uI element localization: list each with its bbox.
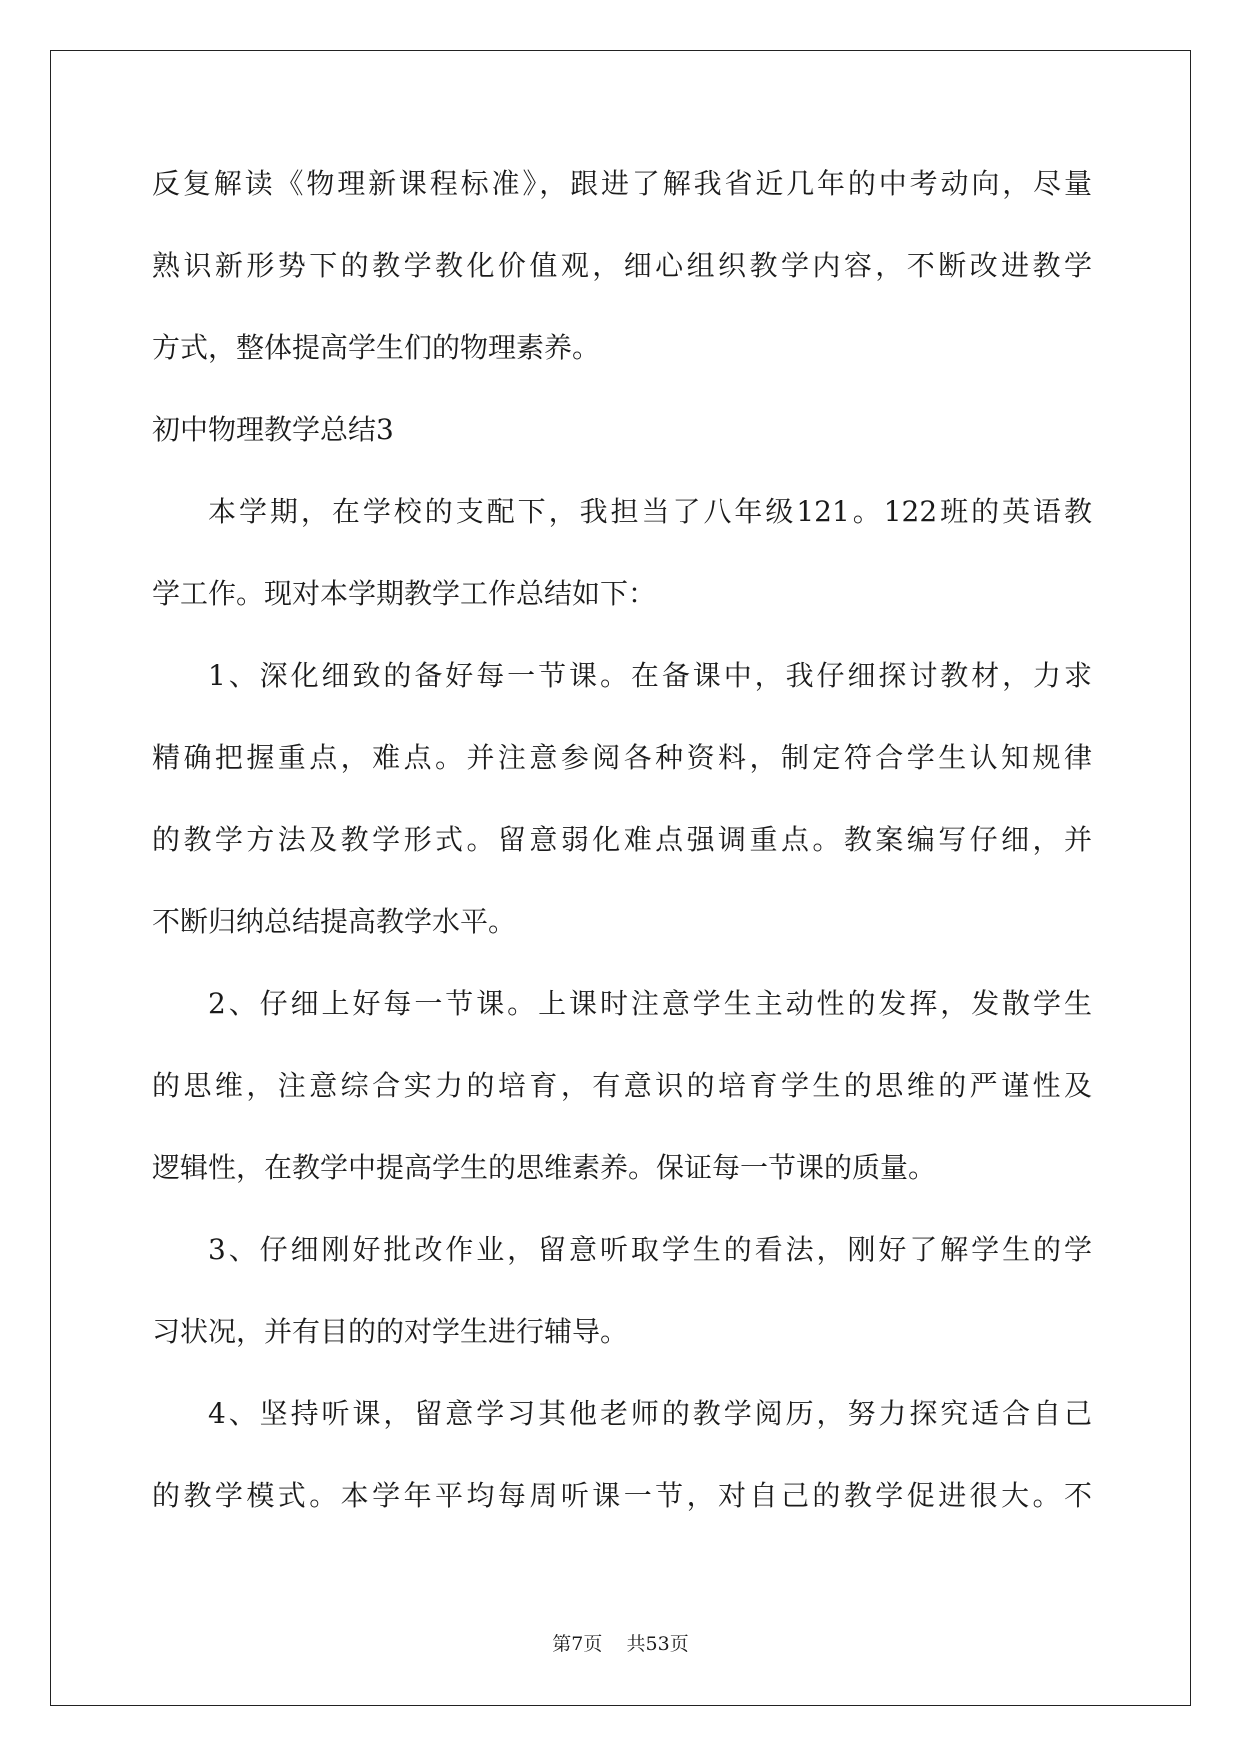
body-line: 的思维，注意综合实力的培育，有意识的培育学生的思维的严谨性及 xyxy=(152,1069,1092,1102)
body-line: 方式，整体提高学生们的物理素养。 xyxy=(152,331,601,364)
body-line: 的教学方法及教学形式。留意弱化难点强调重点。教案编写仔细，并 xyxy=(152,823,1092,856)
body-line: 的教学模式。本学年平均每周听课一节，对自己的教学促进很大。不 xyxy=(152,1479,1092,1512)
body-line: 学工作。现对本学期教学工作总结如下： xyxy=(152,577,657,610)
body-line: 反复解读《物理新课程标准》，跟进了解我省近几年的中考动向，尽量 xyxy=(152,167,1092,200)
body-line: 逻辑性，在教学中提高学生的思维素养。保证每一节课的质量。 xyxy=(152,1151,937,1184)
page-number: 第7页 xyxy=(552,1633,603,1655)
document-body xyxy=(152,165,1092,1559)
body-line: 熟识新形势下的教学教化价值观，细心组织教学内容，不断改进教学 xyxy=(152,249,1092,282)
body-line: 3、仔细刚好批改作业，留意听取学生的看法，刚好了解学生的学 xyxy=(208,1233,1092,1266)
page-total: 共53页 xyxy=(626,1633,689,1655)
body-line: 1、深化细致的备好每一节课。在备课中，我仔细探讨教材，力求 xyxy=(208,659,1092,692)
body-line: 精确把握重点，难点。并注意参阅各种资料，制定符合学生认知规律 xyxy=(152,741,1092,774)
section-heading: 初中物理教学总结3 xyxy=(152,413,394,446)
body-line: 本学期，在学校的支配下，我担当了八年级121。122班的英语教 xyxy=(208,495,1092,528)
body-line: 4、坚持听课，留意学习其他老师的教学阅历，努力探究适合自己 xyxy=(208,1397,1092,1430)
page-footer xyxy=(0,1632,1241,1656)
body-line: 不断归纳总结提高教学水平。 xyxy=(152,905,517,938)
body-line: 2、仔细上好每一节课。上课时注意学生主动性的发挥，发散学生 xyxy=(208,987,1092,1020)
body-line: 习状况，并有目的的对学生进行辅导。 xyxy=(152,1315,629,1348)
